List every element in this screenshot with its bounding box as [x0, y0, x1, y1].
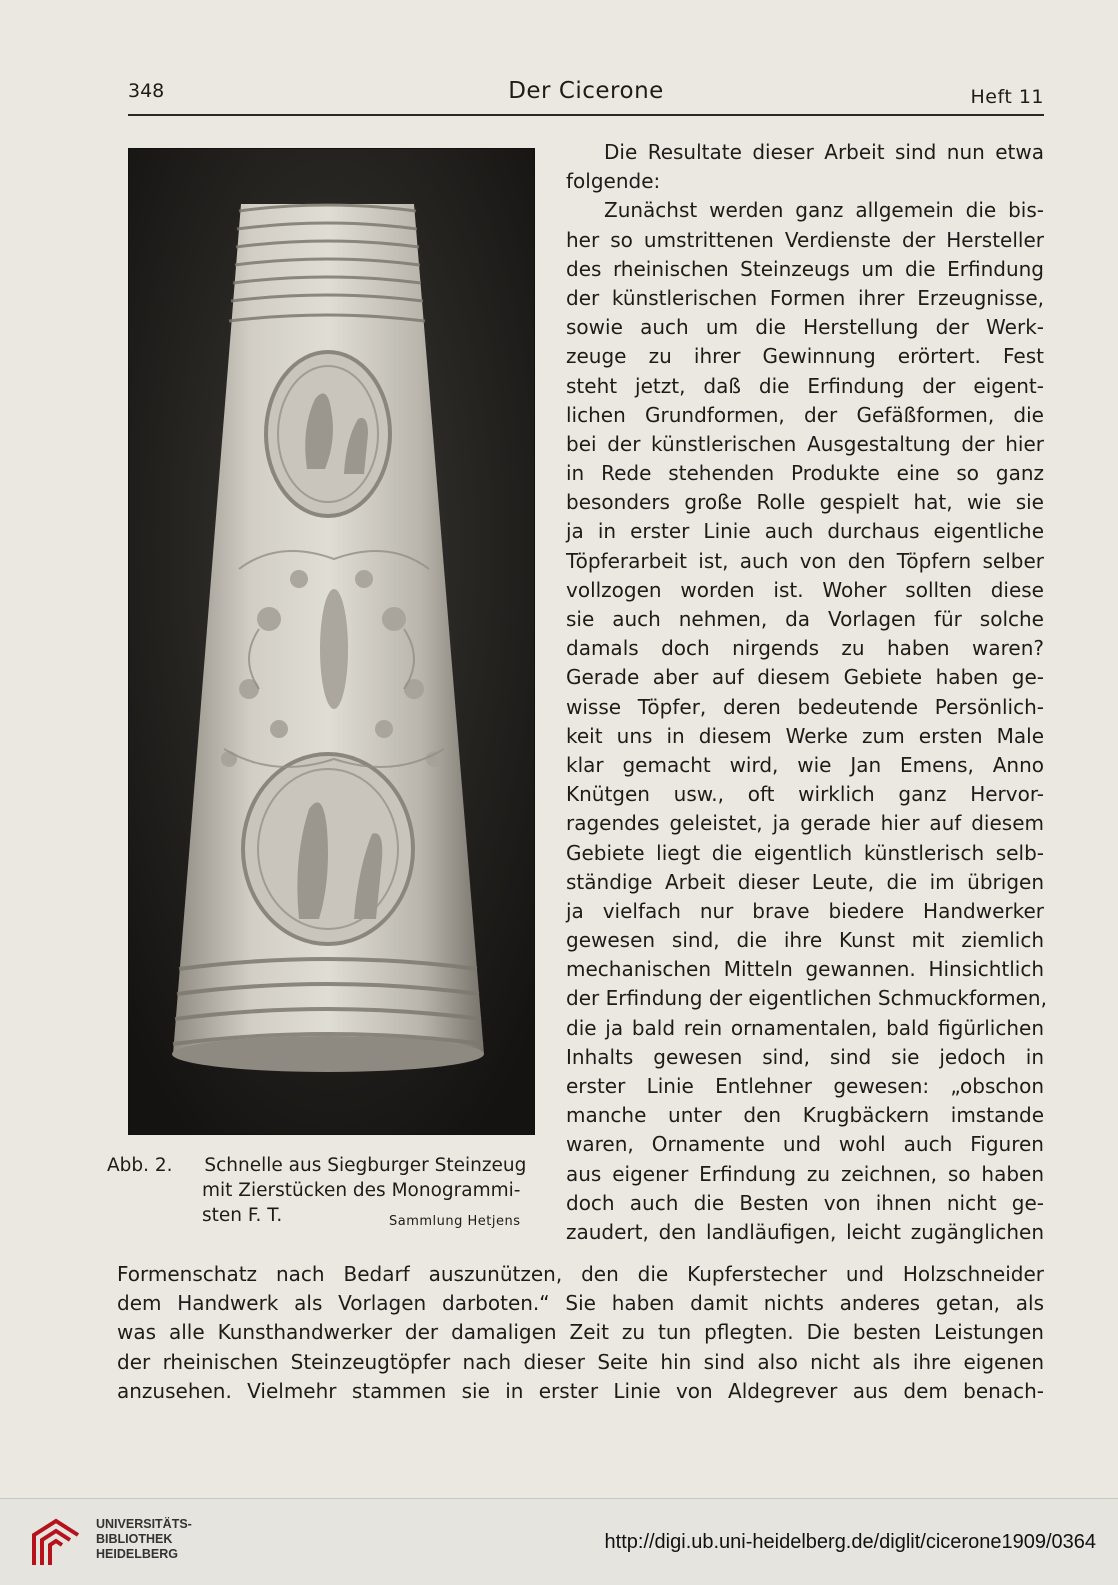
text-line: erster Linie Entlehner gewesen: „obschon: [566, 1074, 1044, 1098]
caption-line-2: mit Zierstücken des Monogrammi-: [202, 1180, 521, 1201]
text-line: Inhalts gewesen sind, sind sie jedoch in: [566, 1044, 1044, 1069]
text-line: Die Resultate dieser Arbeit sind nun etwa: [604, 140, 1044, 164]
text-line: der künstlerischen Formen ihrer Erzeugnisse,: [566, 285, 1044, 310]
header-rule: [128, 114, 1044, 116]
text-line: aus eigener Erfindung zu zeichnen, so haben: [566, 1161, 1044, 1186]
caption-line-1: Schnelle aus Siegburger Steinzeug: [204, 1155, 527, 1176]
text-line: sie auch nehmen, da Vorlagen für solche: [566, 607, 1044, 631]
running-head: [128, 78, 1044, 118]
text-line: der rheinischen Steinzeugtöpfer nach dieser Seite hin sind also nicht als ihre eigenen: [117, 1349, 1044, 1374]
text-line: bei der künstlerischen Ausgestaltung der hier: [566, 431, 1044, 456]
text-line: anzusehen. Vielmehr stammen sie in erster Linie von Aldegrever aus dem benach-: [117, 1378, 1044, 1403]
text-line: dem Handwerk als Vorlagen darboten.“ Sie haben damit nichts anderes getan, als: [117, 1291, 1044, 1316]
text-line: ragendes geleistet, ja gerade hier auf diesem: [566, 811, 1044, 836]
text-line: mechanischen Mitteln gewannen. Hinsichtlich: [566, 957, 1044, 982]
library-logo-icon: [26, 1513, 86, 1573]
library-name: UNIVERSITÄTS- BIBLIOTHEK HEIDELBERG: [96, 1517, 192, 1561]
figure-photo: [128, 148, 535, 1135]
text-line: des rheinischen Steinzeugs um die Erfindung: [566, 256, 1044, 281]
text-line: ja vielfach nur brave biedere Handwerker: [566, 898, 1044, 923]
text-line: steht jetzt, daß die Erfindung der eigent-: [566, 373, 1044, 398]
text-line: ständige Arbeit dieser Leute, die im übrigen: [566, 869, 1044, 894]
issue-label: Heft 11: [970, 86, 1044, 108]
text-line: folgende:: [566, 169, 661, 194]
text-line: klar gemacht wird, wie Jan Emens, Anno: [566, 752, 1044, 777]
photo-credit: Sammlung Hetjens: [389, 1214, 521, 1229]
text-line: doch auch die Besten von ihnen nicht ge-: [566, 1190, 1044, 1215]
medallion-lower: [243, 754, 413, 944]
text-line: vollzogen worden ist. Woher sollten diese: [566, 577, 1044, 602]
document-url-link[interactable]: http://digi.ub.uni-heidelberg.de/diglit/cicerone1909/0364: [604, 1531, 1096, 1553]
full-width-text: [117, 1260, 1044, 1406]
text-line: wisse Töpfer, deren bedeutende Persönlich-: [566, 694, 1044, 719]
text-line: lichen Grundformen, der Gefäßformen, die: [566, 402, 1044, 427]
text-line: besonders große Rolle gespielt hat, wie sie: [566, 490, 1044, 515]
caption-label: Abb. 2.: [107, 1155, 173, 1176]
text-line: ja in erster Linie auch durchaus eigentliche: [566, 519, 1044, 544]
text-line: Formenschatz nach Bedarf auszunützen, den die Kupferstecher und Holzschneider: [117, 1262, 1044, 1286]
text-line: damals doch nirgends zu haben waren?: [566, 636, 1044, 661]
text-line: Zunächst werden ganz allgemein die bis-: [604, 198, 1044, 223]
column-text: [566, 138, 1047, 1247]
text-line: manche unter den Krugbäckern imstande: [566, 1103, 1044, 1128]
text-line: Gerade aber auf diesem Gebiete haben ge-: [566, 665, 1044, 690]
text-line: die ja bald rein ornamentalen, bald figürlichen: [566, 1015, 1044, 1040]
text-line: waren, Ornamente und wohl auch Figuren: [566, 1132, 1044, 1157]
page-number: 348: [128, 80, 165, 102]
text-line: sowie auch um die Herstellung der Werk-: [566, 315, 1044, 340]
text-line: gewesen sind, die ihre Kunst mit ziemlich: [566, 928, 1044, 953]
text-line: Gebiete liegt die eigentlich künstlerisch selb-: [566, 840, 1044, 865]
caption-line-3: sten F. T.: [202, 1205, 283, 1226]
text-line: zaudert, den landläufigen, leicht zugänglichen: [566, 1219, 1044, 1244]
text-line: was alle Kunsthandwerker der damaligen Zeit zu tun pflegten. Die besten Leistungen: [117, 1320, 1044, 1345]
footer-bar: [0, 1498, 1118, 1585]
vase-illustration: [129, 149, 534, 1134]
vase-base: [172, 1036, 484, 1072]
text-line: Knütgen usw., oft wirklich ganz Hervor-: [566, 782, 1044, 807]
text-line: keit uns in diesem Werke zum ersten Male: [566, 723, 1044, 748]
text-line: her so umstrittenen Verdienste der Hersteller: [566, 227, 1044, 252]
text-line: zeuge zu ihrer Gewinnung erörtert. Fest: [566, 344, 1044, 369]
text-line: der Erfindung der eigentlichen Schmuckformen,: [566, 986, 1047, 1011]
text-line: in Rede stehenden Produkte eine so ganz: [566, 461, 1044, 486]
text-line: Töpferarbeit ist, auch von den Töpfern selber: [566, 548, 1044, 573]
journal-title: Der Cicerone: [508, 78, 664, 104]
